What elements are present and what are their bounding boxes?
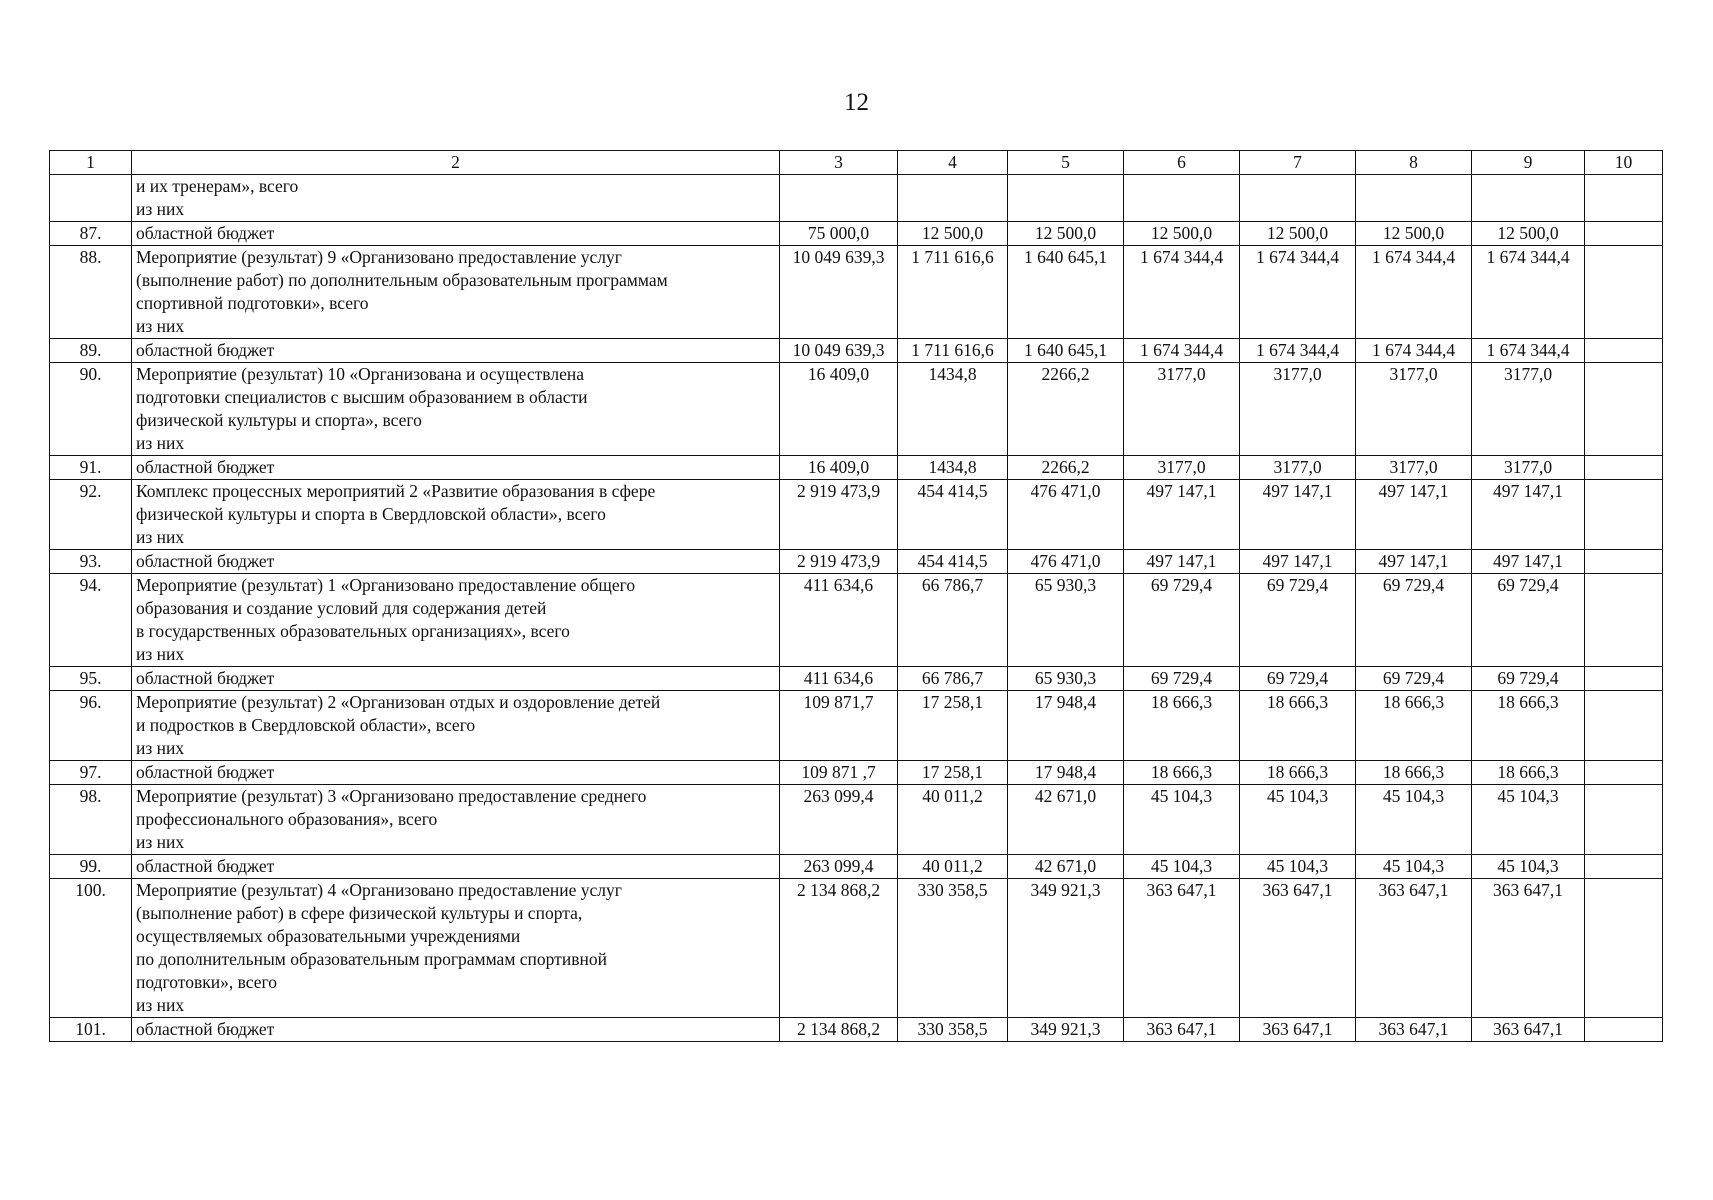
value-cell-col-7: 3177,0 [1240, 456, 1356, 480]
value-cell-col-10 [1585, 363, 1663, 456]
value-cell-col-9: 45 104,3 [1472, 785, 1585, 855]
description-line: областной бюджет [136, 1019, 275, 1039]
value-cell-col-8: 12 500,0 [1356, 222, 1472, 246]
row-description [132, 761, 780, 785]
table-row [50, 550, 1663, 574]
row-number: 100. [50, 879, 132, 1018]
value-cell-col-5: 349 921,3 [1008, 1018, 1124, 1042]
value-cell-col-3 [780, 175, 898, 222]
value-cell-col-9: 3177,0 [1472, 363, 1585, 456]
description-line: подготовки специалистов с высшим образованием в области [136, 387, 588, 407]
value-cell-col-6: 18 666,3 [1124, 691, 1240, 761]
value-cell-col-10 [1585, 550, 1663, 574]
description-line: Комплекс процессных мероприятий 2 «Развитие образования в сфере [136, 481, 656, 501]
column-number: 4 [898, 151, 1008, 175]
value-cell-col-8: 69 729,4 [1356, 574, 1472, 667]
description-line: областной бюджет [136, 762, 275, 782]
value-cell-col-5: 476 471,0 [1008, 550, 1124, 574]
description-line: областной бюджет [136, 551, 275, 571]
value-cell-col-10 [1585, 246, 1663, 339]
value-cell-col-9: 18 666,3 [1472, 691, 1585, 761]
row-number: 91. [50, 456, 132, 480]
value-cell-col-3: 411 634,6 [780, 574, 898, 667]
value-cell-col-5: 1 640 645,1 [1008, 246, 1124, 339]
row-number: 92. [50, 480, 132, 550]
value-cell-col-8: 45 104,3 [1356, 855, 1472, 879]
row-number: 98. [50, 785, 132, 855]
table-row [50, 456, 1663, 480]
row-number: 95. [50, 667, 132, 691]
row-number: 97. [50, 761, 132, 785]
value-cell-col-4: 1434,8 [898, 363, 1008, 456]
row-number: 94. [50, 574, 132, 667]
row-description [132, 363, 780, 456]
row-description [132, 785, 780, 855]
value-cell-col-3: 16 409,0 [780, 456, 898, 480]
value-cell-col-9: 18 666,3 [1472, 761, 1585, 785]
value-cell-col-3: 109 871 ,7 [780, 761, 898, 785]
value-cell-col-4: 1 711 616,6 [898, 246, 1008, 339]
value-cell-col-5: 17 948,4 [1008, 691, 1124, 761]
value-cell-col-5: 349 921,3 [1008, 879, 1124, 1018]
value-cell-col-3: 2 134 868,2 [780, 879, 898, 1018]
description-line: образования и создание условий для содержания детей [136, 598, 547, 618]
value-cell-col-10 [1585, 879, 1663, 1018]
row-description [132, 339, 780, 363]
value-cell-col-8: 363 647,1 [1356, 1018, 1472, 1042]
value-cell-col-9 [1472, 175, 1585, 222]
value-cell-col-4: 454 414,5 [898, 480, 1008, 550]
column-number: 2 [132, 151, 780, 175]
value-cell-col-9: 69 729,4 [1472, 574, 1585, 667]
row-description [132, 550, 780, 574]
row-number: 96. [50, 691, 132, 761]
row-description [132, 175, 780, 222]
value-cell-col-10 [1585, 339, 1663, 363]
column-number: 3 [780, 151, 898, 175]
table-row [50, 246, 1663, 339]
column-number: 7 [1240, 151, 1356, 175]
value-cell-col-4 [898, 175, 1008, 222]
column-number: 8 [1356, 151, 1472, 175]
row-description [132, 879, 780, 1018]
description-line: из них [136, 316, 185, 336]
description-line: физической культуры и спорта в Свердловской области», всего [136, 504, 606, 524]
value-cell-col-9: 363 647,1 [1472, 1018, 1585, 1042]
value-cell-col-5: 2266,2 [1008, 456, 1124, 480]
value-cell-col-3: 75 000,0 [780, 222, 898, 246]
description-line: из них [136, 738, 185, 758]
value-cell-col-5: 65 930,3 [1008, 667, 1124, 691]
table-row [50, 1018, 1663, 1042]
value-cell-col-3: 263 099,4 [780, 855, 898, 879]
value-cell-col-4: 40 011,2 [898, 785, 1008, 855]
description-line: Мероприятие (результат) 1 «Организовано предоставление общего [136, 575, 636, 595]
value-cell-col-9: 45 104,3 [1472, 855, 1585, 879]
value-cell-col-6: 3177,0 [1124, 456, 1240, 480]
value-cell-col-5: 2266,2 [1008, 363, 1124, 456]
value-cell-col-7: 12 500,0 [1240, 222, 1356, 246]
value-cell-col-3: 109 871,7 [780, 691, 898, 761]
value-cell-col-8: 18 666,3 [1356, 761, 1472, 785]
value-cell-col-7: 45 104,3 [1240, 855, 1356, 879]
row-description [132, 574, 780, 667]
table-row [50, 761, 1663, 785]
value-cell-col-5: 12 500,0 [1008, 222, 1124, 246]
value-cell-col-8: 497 147,1 [1356, 480, 1472, 550]
value-cell-col-10 [1585, 222, 1663, 246]
value-cell-col-4: 12 500,0 [898, 222, 1008, 246]
value-cell-col-4: 17 258,1 [898, 691, 1008, 761]
value-cell-col-8: 69 729,4 [1356, 667, 1472, 691]
value-cell-col-10 [1585, 785, 1663, 855]
row-description [132, 855, 780, 879]
description-line: Мероприятие (результат) 2 «Организован отдых и оздоровление детей [136, 692, 661, 712]
row-description [132, 456, 780, 480]
value-cell-col-4: 66 786,7 [898, 667, 1008, 691]
value-cell-col-9: 12 500,0 [1472, 222, 1585, 246]
value-cell-col-7 [1240, 175, 1356, 222]
value-cell-col-7: 363 647,1 [1240, 879, 1356, 1018]
description-line: (выполнение работ) по дополнительным образовательным программам [136, 270, 668, 290]
value-cell-col-9: 1 674 344,4 [1472, 339, 1585, 363]
description-line: (выполнение работ) в сфере физической культуры и спорта, [136, 903, 583, 923]
column-number: 9 [1472, 151, 1585, 175]
page-number: 12 [844, 89, 869, 116]
row-description [132, 222, 780, 246]
row-description [132, 480, 780, 550]
description-line: в государственных образовательных организациях», всего [136, 621, 570, 641]
value-cell-col-6: 1 674 344,4 [1124, 339, 1240, 363]
value-cell-col-7: 1 674 344,4 [1240, 339, 1356, 363]
description-line: областной бюджет [136, 457, 275, 477]
table-body [50, 175, 1663, 1042]
row-description [132, 1018, 780, 1042]
value-cell-col-5: 42 671,0 [1008, 785, 1124, 855]
budget-table [49, 150, 1663, 1042]
value-cell-col-3: 10 049 639,3 [780, 246, 898, 339]
value-cell-col-7: 363 647,1 [1240, 1018, 1356, 1042]
value-cell-col-8: 3177,0 [1356, 456, 1472, 480]
value-cell-col-7: 497 147,1 [1240, 480, 1356, 550]
value-cell-col-9: 497 147,1 [1472, 480, 1585, 550]
value-cell-col-4: 1434,8 [898, 456, 1008, 480]
row-number [50, 175, 132, 222]
value-cell-col-3: 2 919 473,9 [780, 550, 898, 574]
description-line: из них [136, 433, 185, 453]
value-cell-col-3: 2 134 868,2 [780, 1018, 898, 1042]
column-number: 5 [1008, 151, 1124, 175]
description-line: Мероприятие (результат) 3 «Организовано предоставление среднего [136, 786, 647, 806]
value-cell-col-4: 40 011,2 [898, 855, 1008, 879]
table-row [50, 175, 1663, 222]
value-cell-col-4: 66 786,7 [898, 574, 1008, 667]
row-number: 101. [50, 1018, 132, 1042]
value-cell-col-8: 1 674 344,4 [1356, 339, 1472, 363]
value-cell-col-5: 65 930,3 [1008, 574, 1124, 667]
value-cell-col-5: 42 671,0 [1008, 855, 1124, 879]
value-cell-col-6: 12 500,0 [1124, 222, 1240, 246]
value-cell-col-4: 330 358,5 [898, 1018, 1008, 1042]
value-cell-col-6: 18 666,3 [1124, 761, 1240, 785]
value-cell-col-6: 45 104,3 [1124, 855, 1240, 879]
row-number: 87. [50, 222, 132, 246]
value-cell-col-6: 497 147,1 [1124, 550, 1240, 574]
description-line: областной бюджет [136, 340, 275, 360]
table-row [50, 363, 1663, 456]
description-line: из них [136, 644, 185, 664]
row-number: 99. [50, 855, 132, 879]
value-cell-col-10 [1585, 175, 1663, 222]
description-line: из них [136, 995, 185, 1015]
description-line: физической культуры и спорта», всего [136, 410, 422, 430]
description-line: и их тренерам», всего [136, 176, 299, 196]
table-row [50, 785, 1663, 855]
value-cell-col-8 [1356, 175, 1472, 222]
value-cell-col-3: 263 099,4 [780, 785, 898, 855]
value-cell-col-4: 17 258,1 [898, 761, 1008, 785]
description-line: Мероприятие (результат) 10 «Организована и осуществлена [136, 364, 584, 384]
value-cell-col-5: 17 948,4 [1008, 761, 1124, 785]
value-cell-col-10 [1585, 456, 1663, 480]
value-cell-col-7: 69 729,4 [1240, 667, 1356, 691]
row-description [132, 667, 780, 691]
value-cell-col-10 [1585, 480, 1663, 550]
description-line: осуществляемых образовательными учреждениями [136, 926, 521, 946]
value-cell-col-6: 3177,0 [1124, 363, 1240, 456]
value-cell-col-4: 330 358,5 [898, 879, 1008, 1018]
value-cell-col-8: 45 104,3 [1356, 785, 1472, 855]
value-cell-col-10 [1585, 761, 1663, 785]
description-line: областной бюджет [136, 223, 275, 243]
table-row [50, 339, 1663, 363]
description-line: областной бюджет [136, 668, 275, 688]
table-row [50, 691, 1663, 761]
value-cell-col-8: 1 674 344,4 [1356, 246, 1472, 339]
value-cell-col-10 [1585, 691, 1663, 761]
description-line: Мероприятие (результат) 9 «Организовано предоставление услуг [136, 247, 622, 267]
value-cell-col-5: 476 471,0 [1008, 480, 1124, 550]
value-cell-col-4: 1 711 616,6 [898, 339, 1008, 363]
value-cell-col-8: 18 666,3 [1356, 691, 1472, 761]
value-cell-col-5 [1008, 175, 1124, 222]
description-line: из них [136, 832, 185, 852]
value-cell-col-9: 363 647,1 [1472, 879, 1585, 1018]
value-cell-col-3: 10 049 639,3 [780, 339, 898, 363]
table-row [50, 879, 1663, 1018]
description-line: Мероприятие (результат) 4 «Организовано предоставление услуг [136, 880, 622, 900]
value-cell-col-8: 3177,0 [1356, 363, 1472, 456]
row-description [132, 246, 780, 339]
value-cell-col-9: 1 674 344,4 [1472, 246, 1585, 339]
table-row [50, 222, 1663, 246]
description-line: и подростков в Свердловской области», всего [136, 715, 476, 735]
value-cell-col-3: 2 919 473,9 [780, 480, 898, 550]
description-line: из них [136, 527, 185, 547]
description-line: подготовки», всего [136, 972, 277, 992]
table-row [50, 574, 1663, 667]
description-line: из них [136, 199, 185, 219]
value-cell-col-7: 497 147,1 [1240, 550, 1356, 574]
table-row [50, 667, 1663, 691]
value-cell-col-9: 3177,0 [1472, 456, 1585, 480]
value-cell-col-7: 1 674 344,4 [1240, 246, 1356, 339]
description-line: профессионального образования», всего [136, 809, 438, 829]
value-cell-col-3: 16 409,0 [780, 363, 898, 456]
column-number: 6 [1124, 151, 1240, 175]
column-number: 1 [50, 151, 132, 175]
value-cell-col-6: 363 647,1 [1124, 879, 1240, 1018]
value-cell-col-10 [1585, 855, 1663, 879]
value-cell-col-7: 18 666,3 [1240, 761, 1356, 785]
value-cell-col-3: 411 634,6 [780, 667, 898, 691]
row-number: 88. [50, 246, 132, 339]
column-number-row [50, 151, 1663, 175]
table-row [50, 480, 1663, 550]
value-cell-col-6: 497 147,1 [1124, 480, 1240, 550]
value-cell-col-8: 497 147,1 [1356, 550, 1472, 574]
description-line: спортивной подготовки», всего [136, 293, 369, 313]
value-cell-col-8: 363 647,1 [1356, 879, 1472, 1018]
value-cell-col-9: 69 729,4 [1472, 667, 1585, 691]
table-row [50, 855, 1663, 879]
value-cell-col-7: 45 104,3 [1240, 785, 1356, 855]
value-cell-col-10 [1585, 574, 1663, 667]
value-cell-col-10 [1585, 667, 1663, 691]
value-cell-col-7: 18 666,3 [1240, 691, 1356, 761]
value-cell-col-6: 69 729,4 [1124, 574, 1240, 667]
value-cell-col-6 [1124, 175, 1240, 222]
value-cell-col-9: 497 147,1 [1472, 550, 1585, 574]
description-line: по дополнительным образовательным программам спортивной [136, 949, 607, 969]
row-number: 93. [50, 550, 132, 574]
value-cell-col-6: 363 647,1 [1124, 1018, 1240, 1042]
value-cell-col-6: 1 674 344,4 [1124, 246, 1240, 339]
value-cell-col-10 [1585, 1018, 1663, 1042]
row-number: 90. [50, 363, 132, 456]
row-number: 89. [50, 339, 132, 363]
value-cell-col-6: 69 729,4 [1124, 667, 1240, 691]
value-cell-col-7: 3177,0 [1240, 363, 1356, 456]
value-cell-col-5: 1 640 645,1 [1008, 339, 1124, 363]
column-number: 10 [1585, 151, 1663, 175]
row-description [132, 691, 780, 761]
value-cell-col-4: 454 414,5 [898, 550, 1008, 574]
value-cell-col-6: 45 104,3 [1124, 785, 1240, 855]
description-line: областной бюджет [136, 856, 275, 876]
value-cell-col-7: 69 729,4 [1240, 574, 1356, 667]
